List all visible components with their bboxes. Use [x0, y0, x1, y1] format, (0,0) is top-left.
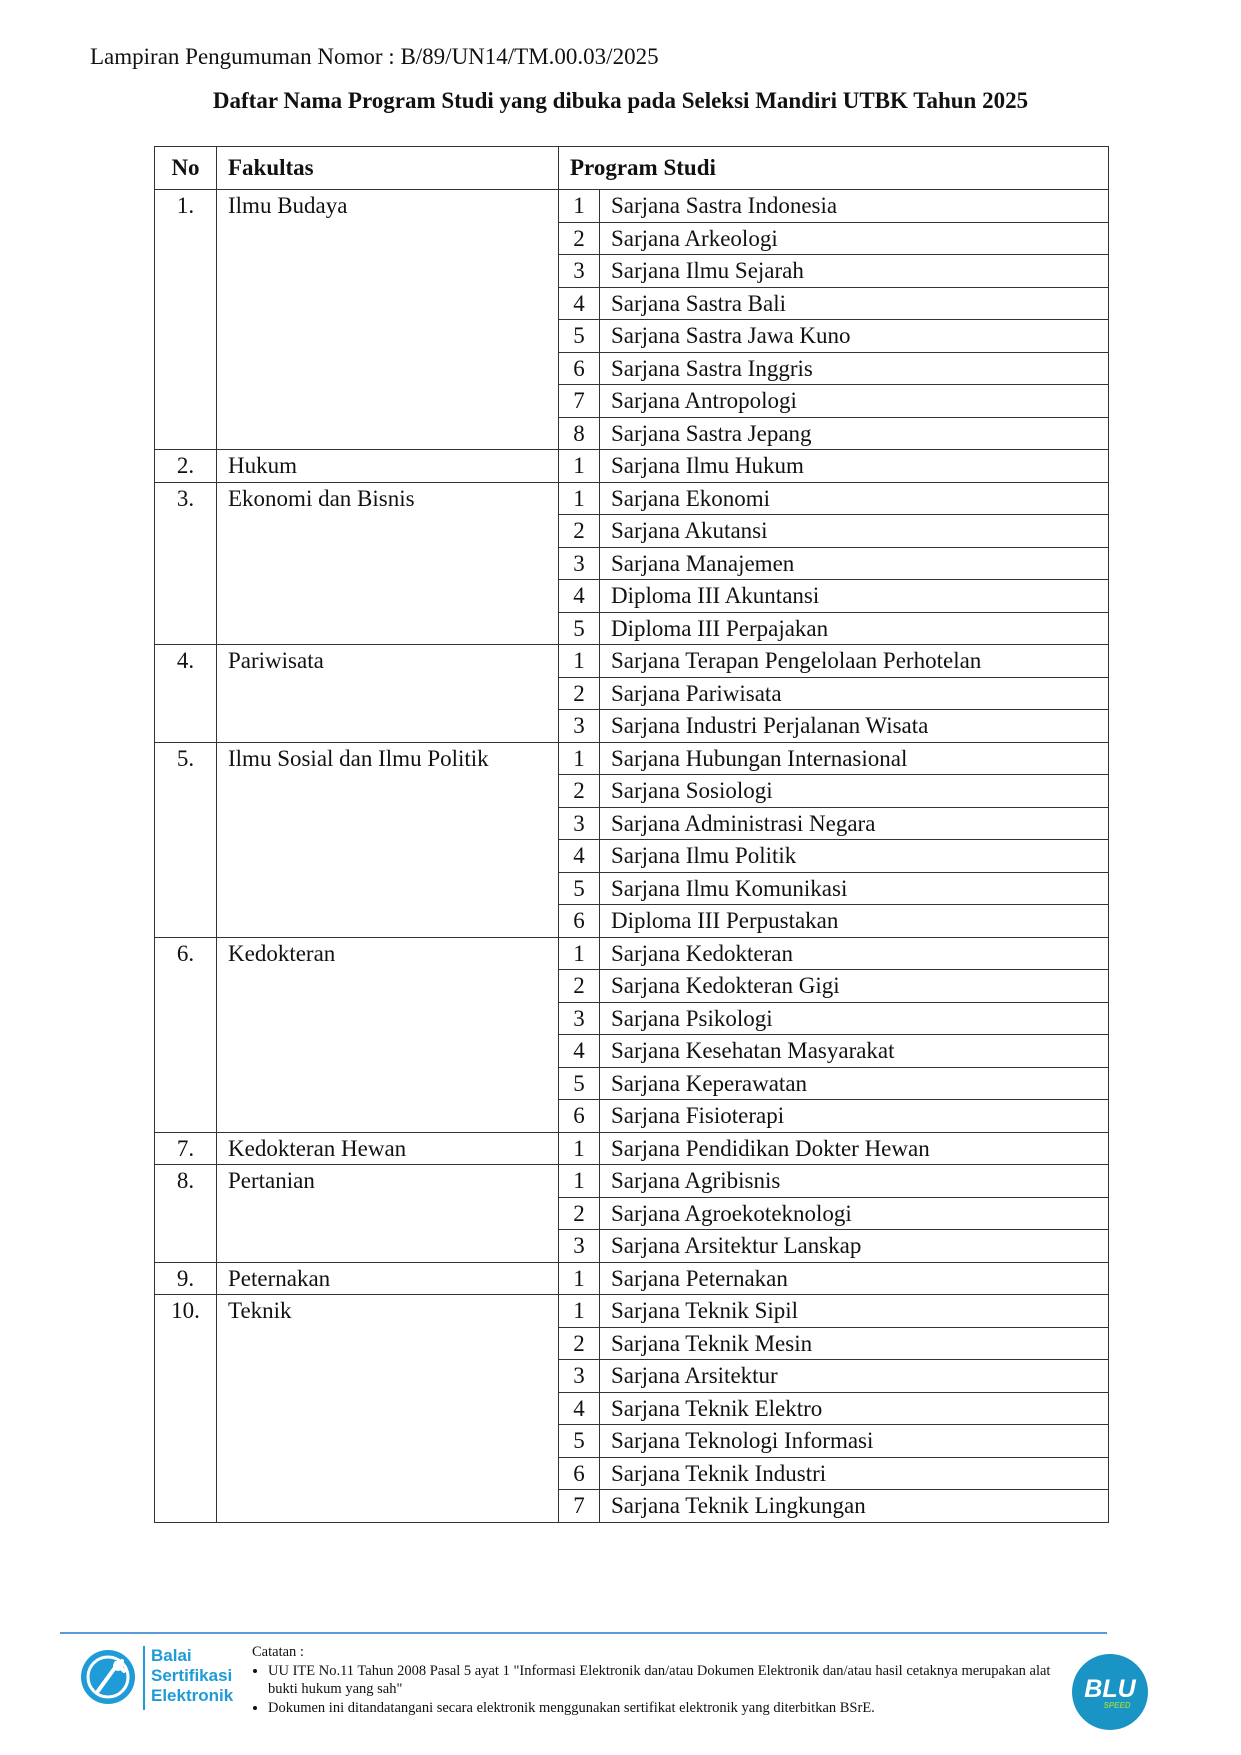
- bsre-separator: [143, 1646, 145, 1710]
- program-number: 5: [559, 1425, 600, 1458]
- program-name: Sarjana Kedokteran: [600, 937, 1109, 970]
- program-name: Sarjana Arkeologi: [600, 222, 1109, 255]
- program-name: Diploma III Akuntansi: [600, 580, 1109, 613]
- table-body: [155, 190, 1109, 1523]
- faculty-number: 4.: [155, 645, 217, 743]
- program-number: 3: [559, 807, 600, 840]
- program-number: 1: [559, 645, 600, 678]
- program-name: Sarjana Psikologi: [600, 1002, 1109, 1035]
- bsre-line: Balai: [151, 1646, 192, 1665]
- bsre-line: Sertifikasi: [151, 1666, 233, 1685]
- bsre-line: Elektronik: [151, 1686, 234, 1705]
- program-number: 7: [559, 385, 600, 418]
- program-number: 4: [559, 1035, 600, 1068]
- program-number: 2: [559, 1197, 600, 1230]
- program-name: Sarjana Agroekoteknologi: [600, 1197, 1109, 1230]
- table-header-row: [155, 147, 1109, 190]
- faculty-name: Kedokteran Hewan: [217, 1132, 559, 1165]
- faculty-name: Hukum: [217, 450, 559, 483]
- faculty-name: Ekonomi dan Bisnis: [217, 482, 559, 645]
- bsre-wordmark: [151, 1646, 233, 1706]
- program-name: Sarjana Terapan Pengelolaan Perhotelan: [600, 645, 1109, 678]
- document-title: Daftar Nama Program Studi yang dibuka pada Seleksi Mandiri UTBK Tahun 2025: [212, 88, 1029, 113]
- program-number: 4: [559, 1392, 600, 1425]
- program-number: 4: [559, 580, 600, 613]
- program-name: Sarjana Pendidikan Dokter Hewan: [600, 1132, 1109, 1165]
- program-number: 8: [559, 417, 600, 450]
- faculty-name: Ilmu Sosial dan Ilmu Politik: [217, 742, 559, 937]
- program-number: 2: [559, 970, 600, 1003]
- faculty-name: Kedokteran: [217, 937, 559, 1132]
- program-name: Sarjana Teknik Mesin: [600, 1327, 1109, 1360]
- program-name: Sarjana Kesehatan Masyarakat: [600, 1035, 1109, 1068]
- faculty-number: 8.: [155, 1165, 217, 1263]
- faculty-number: 2.: [155, 450, 217, 483]
- header-program-studi: Program Studi: [559, 147, 1109, 190]
- table-row: [155, 450, 1109, 483]
- program-number: 3: [559, 1360, 600, 1393]
- program-number: 1: [559, 742, 600, 775]
- program-number: 3: [559, 255, 600, 288]
- faculty-number: 3.: [155, 482, 217, 645]
- program-number: 1: [559, 937, 600, 970]
- program-name: Sarjana Ilmu Politik: [600, 840, 1109, 873]
- program-number: 3: [559, 1230, 600, 1263]
- faculty-name: Teknik: [217, 1295, 559, 1523]
- catatan-list: [252, 1662, 1082, 1718]
- program-number: 1: [559, 190, 600, 223]
- program-number: 1: [559, 1262, 600, 1295]
- program-number: 2: [559, 515, 600, 548]
- program-name: Sarjana Ilmu Komunikasi: [600, 872, 1109, 905]
- program-name: Sarjana Ilmu Hukum: [600, 450, 1109, 483]
- program-name: Sarjana Ilmu Sejarah: [600, 255, 1109, 288]
- program-number: 5: [559, 612, 600, 645]
- program-name: Sarjana Fisioterapi: [600, 1100, 1109, 1133]
- faculty-number: 7.: [155, 1132, 217, 1165]
- program-number: 6: [559, 905, 600, 938]
- program-name: Sarjana Ekonomi: [600, 482, 1109, 515]
- program-number: 5: [559, 1067, 600, 1100]
- program-name: Sarjana Kedokteran Gigi: [600, 970, 1109, 1003]
- program-number: 6: [559, 1100, 600, 1133]
- program-number: 2: [559, 222, 600, 255]
- program-name: Sarjana Antropologi: [600, 385, 1109, 418]
- table-row: [155, 1262, 1109, 1295]
- program-number: 3: [559, 710, 600, 743]
- program-number: 1: [559, 450, 600, 483]
- program-number: 2: [559, 677, 600, 710]
- program-number: 5: [559, 320, 600, 353]
- program-name: Sarjana Peternakan: [600, 1262, 1109, 1295]
- program-number: 1: [559, 482, 600, 515]
- blu-logo-subtext: SPEED: [1103, 1701, 1131, 1710]
- program-name: Diploma III Perpajakan: [600, 612, 1109, 645]
- program-name: Sarjana Hubungan Internasional: [600, 742, 1109, 775]
- lampiran-header: Lampiran Pengumuman Nomor : B/89/UN14/TM.00.03/2025: [90, 44, 659, 69]
- program-name: Sarjana Sosiologi: [600, 775, 1109, 808]
- table-row: [155, 1132, 1109, 1165]
- header-no: No: [155, 147, 217, 190]
- program-name: Sarjana Industri Perjalanan Wisata: [600, 710, 1109, 743]
- program-name: Sarjana Teknik Industri: [600, 1457, 1109, 1490]
- program-number: 2: [559, 775, 600, 808]
- program-number: 5: [559, 872, 600, 905]
- program-number: 3: [559, 547, 600, 580]
- program-name: Sarjana Teknik Elektro: [600, 1392, 1109, 1425]
- table-row: [155, 742, 1109, 775]
- program-name: Sarjana Administrasi Negara: [600, 807, 1109, 840]
- faculty-name: Pertanian: [217, 1165, 559, 1263]
- footer-divider: [60, 1632, 1107, 1634]
- program-name: Sarjana Teknik Lingkungan: [600, 1490, 1109, 1523]
- faculty-number: 10.: [155, 1295, 217, 1523]
- faculty-number: 1.: [155, 190, 217, 450]
- program-name: Sarjana Manajemen: [600, 547, 1109, 580]
- program-number: 1: [559, 1295, 600, 1328]
- program-name: Sarjana Sastra Jepang: [600, 417, 1109, 450]
- program-studi-table: [154, 146, 1109, 1523]
- faculty-name: Peternakan: [217, 1262, 559, 1295]
- table-row: [155, 645, 1109, 678]
- blu-logo: [1070, 1652, 1150, 1732]
- program-name: Sarjana Sastra Bali: [600, 287, 1109, 320]
- program-number: 6: [559, 352, 600, 385]
- table-row: [155, 1165, 1109, 1198]
- program-number: 1: [559, 1165, 600, 1198]
- program-name: Sarjana Arsitektur Lanskap: [600, 1230, 1109, 1263]
- faculty-number: 9.: [155, 1262, 217, 1295]
- header-fakultas: Fakultas: [217, 147, 559, 190]
- table-row: [155, 482, 1109, 515]
- program-number: 3: [559, 1002, 600, 1035]
- table-row: [155, 1295, 1109, 1328]
- program-number: 4: [559, 840, 600, 873]
- program-number: 4: [559, 287, 600, 320]
- program-name: Sarjana Sastra Inggris: [600, 352, 1109, 385]
- program-number: 7: [559, 1490, 600, 1523]
- program-name: Sarjana Sastra Indonesia: [600, 190, 1109, 223]
- faculty-number: 6.: [155, 937, 217, 1132]
- catatan-item: • UU ITE No.11 Tahun 2008 Pasal 5 ayat 1 "Informasi Elektronik dan/atau Dokumen Elektronik dan/atau hasil cetaknya merupakan alat bukti hukum yang sah": [268, 1662, 1082, 1699]
- program-name: Sarjana Teknik Sipil: [600, 1295, 1109, 1328]
- catatan-notes: [252, 1643, 1082, 1717]
- bsre-emblem-icon: [78, 1647, 138, 1707]
- program-name: Sarjana Arsitektur: [600, 1360, 1109, 1393]
- bsre-logo: [78, 1644, 243, 1714]
- blu-logo-text: BLU: [1084, 1675, 1136, 1703]
- program-name: Sarjana Sastra Jawa Kuno: [600, 320, 1109, 353]
- program-number: 2: [559, 1327, 600, 1360]
- program-number: 6: [559, 1457, 600, 1490]
- program-name: Sarjana Akutansi: [600, 515, 1109, 548]
- program-name: Diploma III Perpustakan: [600, 905, 1109, 938]
- program-name: Sarjana Teknologi Informasi: [600, 1425, 1109, 1458]
- catatan-item: • Dokumen ini ditandatangani secara elektronik menggunakan sertifikat elektronik yang diterbitkan BSrE.: [268, 1699, 1082, 1718]
- program-name: Sarjana Pariwisata: [600, 677, 1109, 710]
- faculty-name: Pariwisata: [217, 645, 559, 743]
- faculty-number: 5.: [155, 742, 217, 937]
- table-row: [155, 190, 1109, 223]
- program-name: Sarjana Agribisnis: [600, 1165, 1109, 1198]
- table-row: [155, 937, 1109, 970]
- faculty-name: Ilmu Budaya: [217, 190, 559, 450]
- program-number: 1: [559, 1132, 600, 1165]
- program-name: Sarjana Keperawatan: [600, 1067, 1109, 1100]
- catatan-title: Catatan :: [252, 1644, 304, 1660]
